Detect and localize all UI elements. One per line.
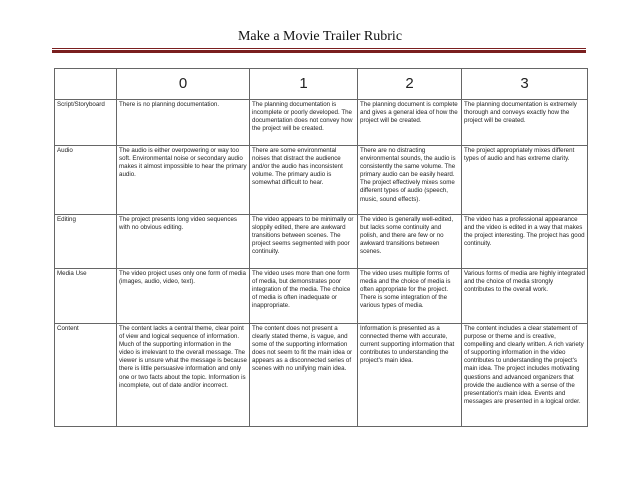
criterion-header-cell (55, 69, 117, 100)
descriptor-score-0: There is no planning documentation. (117, 100, 250, 146)
descriptor-score-0: The project presents long video sequences with no obvious editing. (117, 215, 250, 269)
page-title: Make a Movie Trailer Rubric (237, 29, 403, 44)
descriptor-score-2: The planning document is complete and gives a general idea of how the project will be created. (358, 100, 462, 146)
descriptor-score-1: The video uses more than one form of media, but demonstrates poor integration of the media. The choice of media is often inadequate or inappropriate. (250, 269, 358, 324)
descriptor-score-3: The video has a professional appearance and the video is edited in a way that makes the project interesting. The project has good continuity. (462, 215, 588, 269)
rubric-row-content (55, 324, 588, 427)
descriptor-score-0: The audio is either overpowering or way too soft. Environmental noise or secondary audio makes it almost impossible to hear the primary audio. (117, 146, 250, 215)
title-divider-thick (52, 50, 586, 53)
score-header-1: 1 (250, 69, 358, 100)
descriptor-score-2: Information is presented as a connected theme with accurate, current supporting information that contributes to understanding the project's main idea. (358, 324, 462, 427)
score-header-3: 3 (462, 69, 588, 100)
criterion-label: Audio (55, 146, 117, 215)
descriptor-score-2: The video uses multiple forms of media and the choice of media is often appropriate for the project. There is some integration of the various types of media. (358, 269, 462, 324)
descriptor-score-1: The planning documentation is incomplete or poorly developed. The documentation does not convey how the project will be created. (250, 100, 358, 146)
descriptor-score-3: The project appropriately mixes different types of audio and has extreme clarity. (462, 146, 588, 215)
criterion-label: Content (55, 324, 117, 427)
rubric-row-audio (55, 146, 588, 215)
descriptor-score-3: The planning documentation is extremely thorough and conveys exactly how the project will be created. (462, 100, 588, 146)
criterion-label: Media Use (55, 269, 117, 324)
rubric-table (54, 68, 588, 427)
rubric-row-script-storyboard (55, 100, 588, 146)
descriptor-score-1: The video appears to be minimally or sloppily edited, there are awkward transitions between scenes. The project seems segmented with poor continuity. (250, 215, 358, 269)
descriptor-score-2: The video is generally well-edited, but lacks some continuity and polish, and there are few or no awkward transitions between scenes. (358, 215, 462, 269)
descriptor-score-1: The content does not present a clearly stated theme, is vague, and some of the supporting information does not seem to fit the main idea or appears as a disconnected series of scenes with no unifying main idea. (250, 324, 358, 427)
title-divider-thin (52, 48, 586, 49)
descriptor-score-3: Various forms of media are highly integrated and the choice of media strongly contributes to the overall work. (462, 269, 588, 324)
descriptor-score-3: The content includes a clear statement of purpose or theme and is creative, compelling and clearly written. A rich variety of supporting information in the video contributes to understanding the project's main idea. The project includes motivating questions and advanced organizers that provide the audience with a sense of the presentation's main idea. Events and messages are presented in a logical order. (462, 324, 588, 427)
descriptor-score-2: There are no distracting environmental sounds, the audio is consistently the same volume. The primary audio can be easily heard. The project effectively mixes some different types of audio (speech, music, sound effects). (358, 146, 462, 215)
score-header-0: 0 (117, 69, 250, 100)
criterion-label: Script/Storyboard (55, 100, 117, 146)
criterion-label: Editing (55, 215, 117, 269)
descriptor-score-1: There are some environmental noises that distract the audience and/or the audio has inconsistent volume. The primary audio is somewhat difficult to hear. (250, 146, 358, 215)
rubric-row-media-use (55, 269, 588, 324)
score-header-row (55, 69, 588, 100)
descriptor-score-0: The video project uses only one form of media (images, audio, video, text). (117, 269, 250, 324)
rubric-row-editing (55, 215, 588, 269)
score-header-2: 2 (358, 69, 462, 100)
descriptor-score-0: The content lacks a central theme, clear point of view and logical sequence of information. Much of the supporting information in the video is irrelevant to the overall message. The viewer is unsure what the message is because there is little persuasive information and only one or two facts about the topic. Information is incomplete, out of date and/or incorrect. (117, 324, 250, 427)
